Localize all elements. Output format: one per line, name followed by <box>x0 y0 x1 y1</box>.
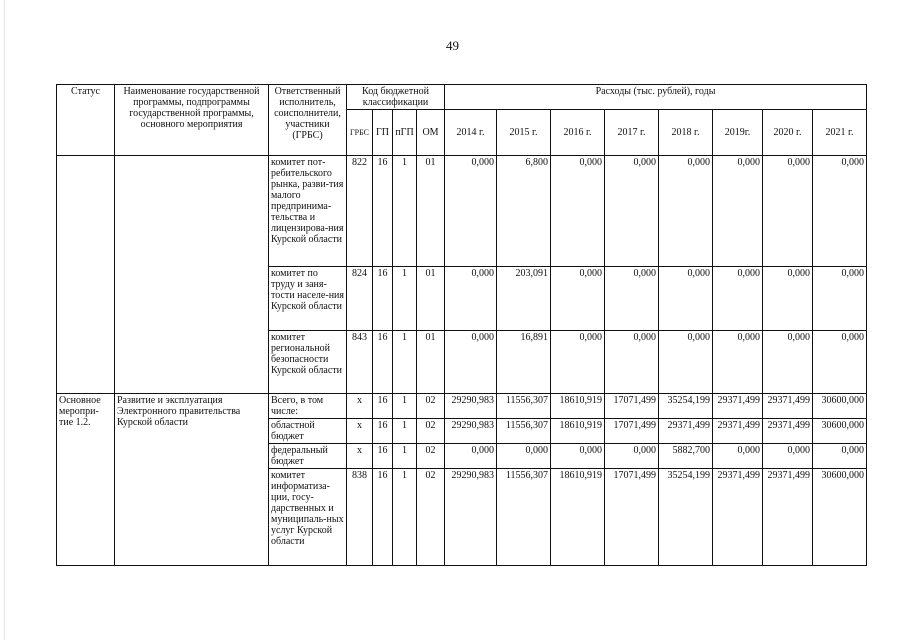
value-cell: 11556,307 <box>497 469 551 566</box>
value-cell: 0,000 <box>713 267 763 331</box>
om-cell: 02 <box>417 394 445 419</box>
value-cell: 203,091 <box>497 267 551 331</box>
value-cell: 0,000 <box>713 331 763 394</box>
header-year: 2018 г. <box>659 110 713 156</box>
value-cell: 29290,983 <box>445 469 497 566</box>
value-cell: 30600,000 <box>813 394 867 419</box>
name-cell: Развитие и эксплуатация Электронного правительства Курской области <box>115 394 269 566</box>
value-cell: 0,000 <box>605 444 659 469</box>
pgp-cell: 1 <box>393 469 417 566</box>
status-cell <box>57 156 115 394</box>
grbs-cell: 822 <box>347 156 373 267</box>
gp-cell: 16 <box>373 267 393 331</box>
header-year: 2016 г. <box>551 110 605 156</box>
value-cell: 0,000 <box>445 267 497 331</box>
value-cell: 0,000 <box>659 331 713 394</box>
value-cell: 29371,499 <box>763 469 813 566</box>
grbs-cell: х <box>347 394 373 419</box>
value-cell: 29371,499 <box>763 419 813 444</box>
grbs-cell: х <box>347 419 373 444</box>
grbs-cell: 838 <box>347 469 373 566</box>
pgp-cell: 1 <box>393 267 417 331</box>
header-expenses-group: Расходы (тыс. рублей), годы <box>445 85 867 110</box>
header-year: 2019г. <box>713 110 763 156</box>
gp-cell: 16 <box>373 156 393 267</box>
gp-cell: 16 <box>373 419 393 444</box>
header-status: Статус <box>57 85 115 156</box>
value-cell: 17071,499 <box>605 394 659 419</box>
value-cell: 11556,307 <box>497 419 551 444</box>
header-year: 2014 г. <box>445 110 497 156</box>
page-edge-line <box>4 0 5 640</box>
om-cell: 01 <box>417 331 445 394</box>
value-cell: 0,000 <box>763 444 813 469</box>
om-cell: 01 <box>417 267 445 331</box>
value-cell: 29371,499 <box>713 419 763 444</box>
executor-cell: комитет региональной безопасности Курской области <box>269 331 347 394</box>
status-cell: Основное меропри-тие 1.2. <box>57 394 115 566</box>
value-cell: 0,000 <box>713 444 763 469</box>
gp-cell: 16 <box>373 444 393 469</box>
value-cell: 0,000 <box>713 156 763 267</box>
header-year: 2015 г. <box>497 110 551 156</box>
executor-cell: комитет информатиза-ции, госу-дарственных и муниципаль-ных услуг Курской области <box>269 469 347 566</box>
pgp-cell: 1 <box>393 419 417 444</box>
executor-cell: федеральный бюджет <box>269 444 347 469</box>
value-cell: 5882,700 <box>659 444 713 469</box>
value-cell: 0,000 <box>605 267 659 331</box>
value-cell: 0,000 <box>551 331 605 394</box>
om-cell: 02 <box>417 444 445 469</box>
value-cell: 0,000 <box>813 267 867 331</box>
value-cell: 0,000 <box>763 156 813 267</box>
value-cell: 0,000 <box>659 267 713 331</box>
header-name: Наименование государственной программы, подпрограммы государственной программы, основного мероприятия <box>115 85 269 156</box>
grbs-cell: 843 <box>347 331 373 394</box>
om-cell: 01 <box>417 156 445 267</box>
header-grbs: ГРБС <box>347 110 373 156</box>
value-cell: 29371,499 <box>713 469 763 566</box>
executor-cell: комитет по труду и заня-тости населе-ния Курской области <box>269 267 347 331</box>
value-cell: 0,000 <box>605 331 659 394</box>
value-cell: 0,000 <box>551 156 605 267</box>
header-year: 2020 г. <box>763 110 813 156</box>
value-cell: 30600,000 <box>813 419 867 444</box>
value-cell: 18610,919 <box>551 469 605 566</box>
header-pgp: пГП <box>393 110 417 156</box>
value-cell: 16,891 <box>497 331 551 394</box>
header-year: 2017 г. <box>605 110 659 156</box>
executor-cell: комитет пот-ребительского рынка, разви-тия малого предпринима-тельства и лицензирова-ния Курской области <box>269 156 347 267</box>
page-number: 49 <box>446 38 459 53</box>
value-cell: 0,000 <box>763 267 813 331</box>
value-cell: 29290,983 <box>445 419 497 444</box>
gp-cell: 16 <box>373 331 393 394</box>
value-cell: 0,000 <box>445 331 497 394</box>
grbs-cell: 824 <box>347 267 373 331</box>
header-code-group: Код бюджетной классификации <box>347 85 445 110</box>
value-cell: 0,000 <box>551 444 605 469</box>
value-cell: 29371,499 <box>713 394 763 419</box>
value-cell: 0,000 <box>813 156 867 267</box>
value-cell: 0,000 <box>813 444 867 469</box>
om-cell: 02 <box>417 469 445 566</box>
header-executor: Ответственный исполнитель, соисполнители, участники (ГРБС) <box>269 85 347 156</box>
value-cell: 0,000 <box>605 156 659 267</box>
value-cell: 0,000 <box>497 444 551 469</box>
pgp-cell: 1 <box>393 156 417 267</box>
value-cell: 0,000 <box>813 331 867 394</box>
value-cell: 17071,499 <box>605 469 659 566</box>
value-cell: 29290,983 <box>445 394 497 419</box>
gp-cell: 16 <box>373 394 393 419</box>
executor-cell: областной бюджет <box>269 419 347 444</box>
pgp-cell: 1 <box>393 444 417 469</box>
name-cell <box>115 156 269 394</box>
table-row <box>57 394 867 419</box>
pgp-cell: 1 <box>393 394 417 419</box>
value-cell: 0,000 <box>445 156 497 267</box>
value-cell: 0,000 <box>763 331 813 394</box>
value-cell: 11556,307 <box>497 394 551 419</box>
value-cell: 35254,199 <box>659 469 713 566</box>
budget-table <box>56 84 867 566</box>
value-cell: 29371,499 <box>659 419 713 444</box>
gp-cell: 16 <box>373 469 393 566</box>
table-row <box>57 156 867 267</box>
pgp-cell: 1 <box>393 331 417 394</box>
header-year: 2021 г. <box>813 110 867 156</box>
value-cell: 30600,000 <box>813 469 867 566</box>
value-cell: 0,000 <box>445 444 497 469</box>
header-gp: ГП <box>373 110 393 156</box>
header-om: ОМ <box>417 110 445 156</box>
value-cell: 18610,919 <box>551 419 605 444</box>
value-cell: 35254,199 <box>659 394 713 419</box>
value-cell: 17071,499 <box>605 419 659 444</box>
value-cell: 0,000 <box>659 156 713 267</box>
value-cell: 29371,499 <box>763 394 813 419</box>
value-cell: 6,800 <box>497 156 551 267</box>
grbs-cell: х <box>347 444 373 469</box>
om-cell: 02 <box>417 419 445 444</box>
value-cell: 0,000 <box>551 267 605 331</box>
executor-cell: Всего, в том числе: <box>269 394 347 419</box>
value-cell: 18610,919 <box>551 394 605 419</box>
